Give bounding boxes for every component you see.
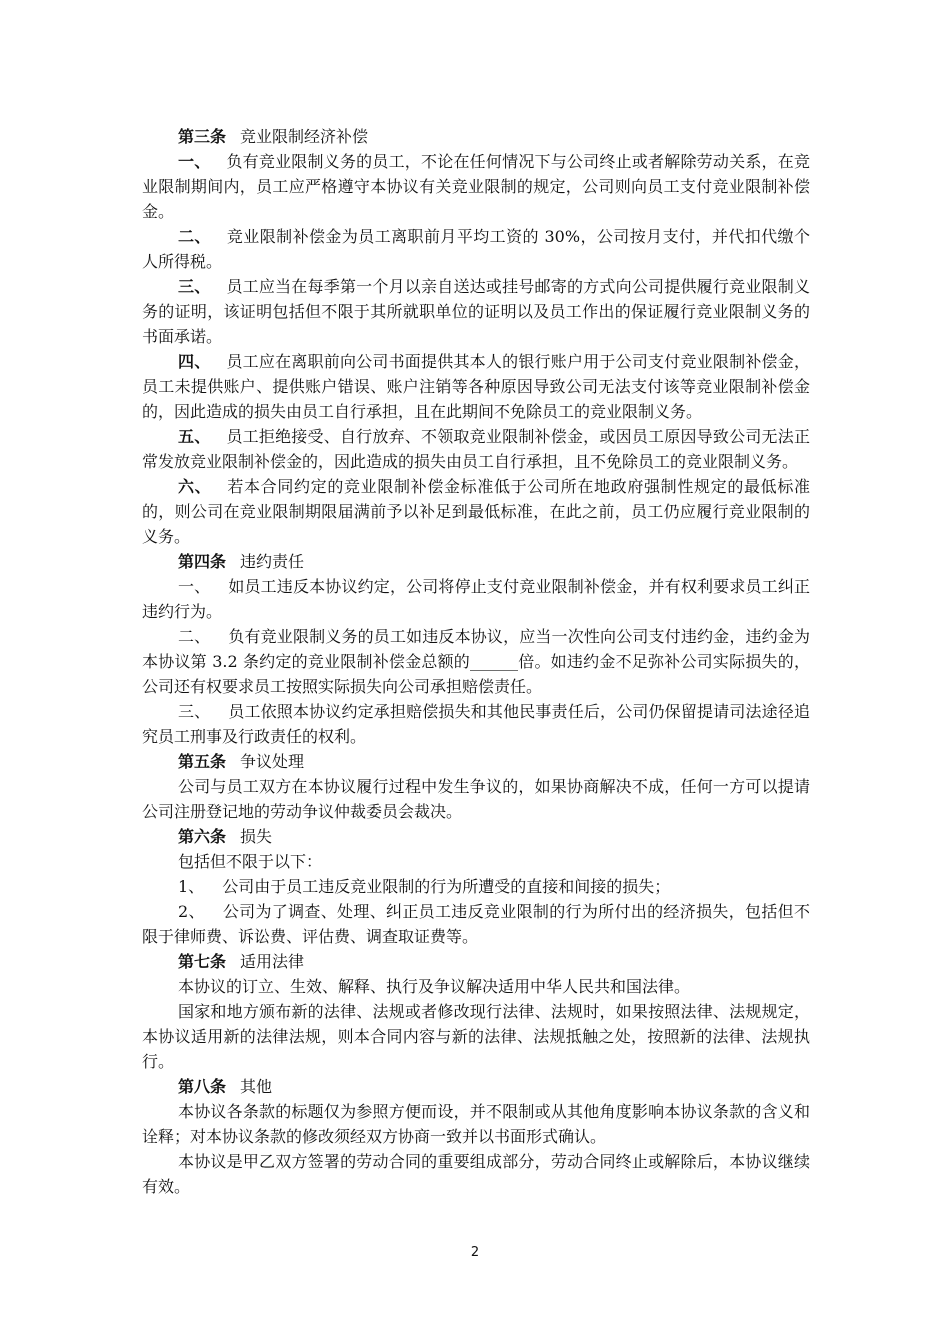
article-number: 第六条: [178, 827, 227, 846]
clause-marker: 1、: [178, 877, 205, 896]
clause-3-1: [142, 149, 810, 224]
clause-marker: 一、: [178, 577, 211, 596]
article-7-paragraph-2: 国家和地方颁布新的法律、法规或者修改现行法律、法规时，如果按照法律、法规规定，本协议适用新的法律法规，则本合同内容与新的法律、法规抵触之处，按照新的法律、法规执行。: [142, 1002, 810, 1071]
clause-text: 员工依照本协议约定承担赔偿损失和其他民事责任后，公司仍保留提请司法途径追究员工刑事及行政责任的权利。: [142, 702, 810, 746]
article-7-heading: [142, 949, 810, 974]
clause-text: 如员工违反本协议约定，公司将停止支付竞业限制补偿金，并有权利要求员工纠正违约行为。: [142, 577, 810, 621]
clause-marker: 二、: [178, 627, 211, 646]
clause-3-4: [142, 349, 810, 424]
clause-4-3: [142, 699, 810, 749]
clause-marker: 四、: [178, 352, 211, 371]
article-number: 第八条: [178, 1077, 227, 1096]
article-8-paragraph-1: 本协议各条款的标题仅为参照方便而设，并不限制或从其他角度影响本协议条款的含义和诠释；对本协议条款的修改须经双方协商一致并以书面形式确认。: [142, 1102, 810, 1146]
clause-marker: 2、: [178, 902, 205, 921]
clause-text: 负有竞业限制义务的员工如违反本协议，应当一次性向公司支付违约金，违约金为本协议第 3.2 条约定的竞业限制补偿金总额的______倍。如违约金不足弥补公司实际损失的，公司还有权要求员工按照实际损失向公司承担赔偿责任。: [142, 627, 810, 696]
article-title: 违约责任: [240, 552, 305, 571]
article-title: 竞业限制经济补偿: [240, 127, 369, 146]
clause-3-6: [142, 474, 810, 549]
clause-text: 竞业限制补偿金为员工离职前月平均工资的 30%，公司按月支付，并代扣代缴个人所得税。: [142, 227, 810, 271]
article-6-heading: [142, 824, 810, 849]
clause-text: 员工应当在每季第一个月以亲自送达或挂号邮寄的方式向公司提供履行竞业限制义务的证明，该证明包括但不限于其所就职单位的证明以及员工作出的保证履行竞业限制义务的书面承诺。: [142, 277, 810, 346]
clause-marker: 三、: [178, 702, 211, 721]
article-3-heading: [142, 124, 810, 149]
clause-text: 若本合同约定的竞业限制补偿金标准低于公司所在地政府强制性规定的最低标准的，则公司在竞业限制期限届满前予以补足到最低标准，在此之前，员工仍应履行竞业限制的义务。: [142, 477, 810, 546]
clause-3-5: [142, 424, 810, 474]
article-title: 损失: [240, 827, 273, 846]
article-7-paragraph-1: 本协议的订立、生效、解释、执行及争议解决适用中华人民共和国法律。: [178, 977, 691, 996]
article-number: 第五条: [178, 752, 227, 771]
clause-marker: 六、: [178, 477, 212, 496]
article-title: 其他: [240, 1077, 273, 1096]
article-number: 第七条: [178, 952, 227, 971]
article-5-text: 公司与员工双方在本协议履行过程中发生争议的，如果协商解决不成，任何一方可以提请公司注册登记地的劳动争议仲裁委员会裁决。: [142, 777, 810, 821]
clause-4-1: [142, 574, 810, 624]
clause-text: 员工应在离职前向公司书面提供其本人的银行账户用于公司支付竞业限制补偿金，员工未提供账户、提供账户错误、账户注销等各种原因导致公司无法支付该等竞业限制补偿金的，因此造成的损失由员工自行承担，且在此期间不免除员工的竞业限制义务。: [142, 352, 810, 421]
article-title: 适用法律: [240, 952, 305, 971]
clause-3-2: [142, 224, 810, 274]
article-6-intro: 包括但不限于以下：: [178, 852, 323, 871]
clause-text: 公司为了调查、处理、纠正员工违反竞业限制的行为所付出的经济损失，包括但不限于律师费、诉讼费、评估费、调查取证费等。: [142, 902, 810, 946]
article-number: 第三条: [178, 127, 227, 146]
clause-marker: 二、: [178, 227, 211, 246]
document-body: [142, 124, 810, 1199]
clause-text: 负有竞业限制义务的员工，不论在任何情况下与公司终止或者解除劳动关系，在竞业限制期间内，员工应严格遵守本协议有关竞业限制的规定，公司则向员工支付竞业限制补偿金。: [142, 152, 810, 221]
article-8-heading: [142, 1074, 810, 1099]
clause-marker: 一、: [178, 152, 211, 171]
clause-6-1: [142, 874, 810, 899]
clause-6-2: [142, 899, 810, 949]
page-number: 2: [470, 1245, 480, 1260]
clause-text: 员工拒绝接受、自行放弃、不领取竞业限制补偿金，或因员工原因导致公司无法正常发放竞业限制补偿金的，因此造成的损失由员工自行承担，且不免除员工的竞业限制义务。: [142, 427, 810, 471]
article-8-paragraph-2: 本协议是甲乙双方签署的劳动合同的重要组成部分，劳动合同终止或解除后，本协议继续有效。: [142, 1152, 810, 1196]
article-5-heading: [142, 749, 810, 774]
clause-marker: 三、: [178, 277, 211, 296]
article-number: 第四条: [178, 552, 227, 571]
clause-text: 公司由于员工违反竞业限制的行为所遭受的直接和间接的损失；: [222, 877, 671, 896]
clause-3-3: [142, 274, 810, 349]
article-4-heading: [142, 549, 810, 574]
clause-marker: 五、: [178, 427, 211, 446]
clause-4-2: [142, 624, 810, 699]
article-title: 争议处理: [240, 752, 305, 771]
